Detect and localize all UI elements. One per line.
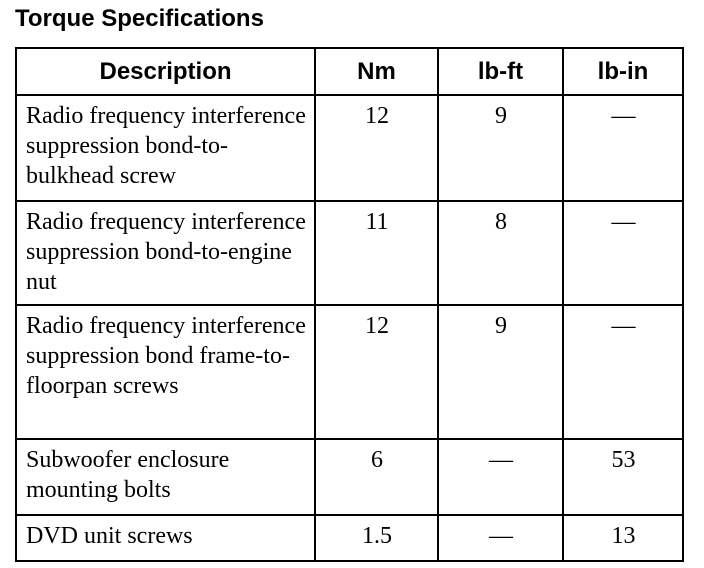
table-row [16, 201, 683, 305]
description-cell: Radio frequency interference suppression bond frame-to-floorpan screws [16, 305, 315, 439]
column-header-description: Description [16, 48, 315, 95]
page-title: Torque Specifications [15, 5, 264, 32]
nm-cell: 1.5 [315, 515, 438, 561]
column-header-lb-ft: lb-ft [438, 48, 563, 95]
nm-cell: 12 [315, 95, 438, 201]
nm-cell: 11 [315, 201, 438, 305]
table-row [16, 305, 683, 439]
description-cell: Radio frequency interference suppression bond-to-engine nut [16, 201, 315, 305]
lb-in-cell: 53 [563, 439, 683, 515]
lb-ft-cell: — [438, 439, 563, 515]
column-header-nm: Nm [315, 48, 438, 95]
table-row [16, 439, 683, 515]
table-row [16, 515, 683, 561]
lb-in-cell: — [563, 201, 683, 305]
description-cell: Subwoofer enclosure mounting bolts [16, 439, 315, 515]
torque-specifications-table [15, 47, 684, 562]
description-cell: Radio frequency interference suppression bond-to-bulkhead screw [16, 95, 315, 201]
lb-ft-cell: 9 [438, 305, 563, 439]
lb-in-cell: — [563, 95, 683, 201]
description-cell: DVD unit screws [16, 515, 315, 561]
lb-ft-cell: — [438, 515, 563, 561]
table-row [16, 95, 683, 201]
nm-cell: 12 [315, 305, 438, 439]
nm-cell: 6 [315, 439, 438, 515]
lb-in-cell: 13 [563, 515, 683, 561]
lb-ft-cell: 9 [438, 95, 563, 201]
lb-ft-cell: 8 [438, 201, 563, 305]
column-header-lb-in: lb-in [563, 48, 683, 95]
table-header-row [16, 48, 683, 95]
lb-in-cell: — [563, 305, 683, 439]
